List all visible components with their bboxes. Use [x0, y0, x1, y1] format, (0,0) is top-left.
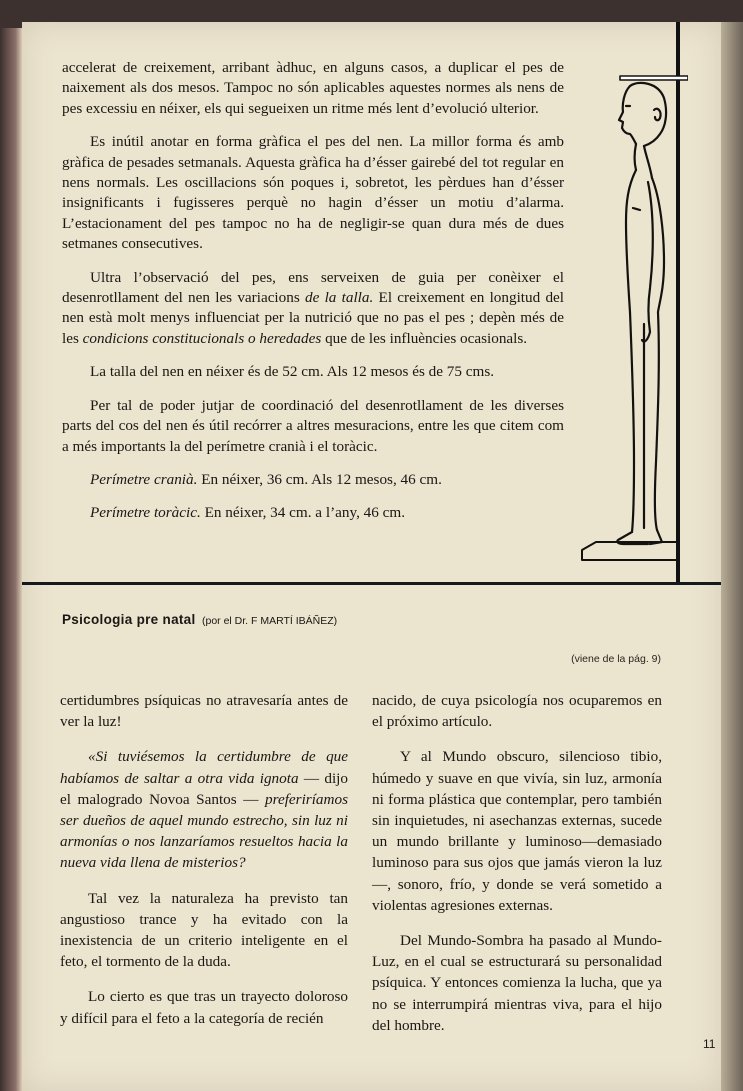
- paragraph-l2: [60, 746, 348, 873]
- child-height-figure-illustration: [578, 62, 688, 562]
- section-title: Psicologia pre natal: [62, 612, 196, 627]
- paragraph-p6: [62, 470, 564, 490]
- text-run: Per tal de poder jutjar de coordinació del desenrotllament de les diverses parts del cos del nen és útil recórrer a altres mesuracions, entre les que citem com a més importants la del perímetre cranià i el toràcic.: [62, 396, 564, 455]
- text-run: «Si tuviésemos la certidumbre de que habíamos de saltar a otra vida ignota: [60, 748, 348, 787]
- text-run: Perímetre cranià.: [90, 470, 198, 488]
- left-column-text: [60, 690, 348, 1043]
- paragraph-l4: [60, 986, 348, 1028]
- text-run: preferiríamos ser dueños de aquel mundo estrecho, sin luz ni armonías o nos lanzaríamos resueltos hacia la nueva vida llena de misterios?: [60, 790, 348, 872]
- book-binding-left: [0, 28, 22, 1091]
- text-run: El creixement en longitud del nen està molt menys influenciat per la nutrició que no pas el pes ; depèn més de les: [62, 289, 565, 347]
- continued-from-note: (viene de la pág. 9): [571, 653, 661, 665]
- text-run: accelerat de creixement, arribant àdhuc, en alguns casos, a duplicar el pes de naixement als dos mesos. Tampoc no són aplicables aquestes normes als nens de pes excessiu en néixer, els qui segueixen un ritme més lent d’evolució ulterior.: [62, 59, 564, 117]
- text-run: que de les influències ocasionals.: [321, 329, 528, 347]
- text-run: Tal vez la naturaleza ha previsto tan angustioso trance y ha evitado con la inexistencia de un criterio inteligente en el feto, el tormento de la duda.: [60, 889, 348, 971]
- page-edge-shadow: [721, 22, 743, 1091]
- section-author: (por el Dr. F MARTÍ IBÁÑEZ): [202, 615, 338, 627]
- page-number: 11: [703, 1037, 716, 1051]
- text-run: En néixer, 34 cm. a l’any, 46 cm.: [200, 504, 405, 522]
- text-run: de la talla.: [305, 289, 374, 307]
- text-run: Lo cierto es que tras un trayecto doloroso y difícil para el feto a la categoría de recién: [60, 988, 348, 1027]
- text-run: La talla del nen en néixer és de 52 cm. Als 12 mesos és de 75 cms.: [90, 363, 495, 381]
- paragraph-p7: [62, 503, 564, 523]
- text-run: nacido, de cuya psicología nos ocuparemos en el próximo artículo.: [372, 692, 662, 731]
- paragraph-r2: [372, 746, 662, 916]
- top-article-text: [62, 58, 564, 537]
- paragraph-p1: [62, 58, 564, 119]
- text-run: Y al Mundo obscuro, silencioso tibio, húmedo y suave en que vivía, sin luz, armonía ni forma plástica que contemplar, pero también sin inquietudes, ni asechanzas externas, sucede un mundo brillante y luminoso—demasiado luminoso para sus ojos que jamás vieron la luz—, sonoro, frío, y donde se verá sometido a violentas agresiones externas.: [372, 748, 662, 914]
- text-run: — dijo el malogrado Novoa Santos —: [60, 769, 348, 808]
- text-run: Del Mundo-Sombra ha pasado al Mundo-Luz, en el cual se estructurará su personalidad psíquica. Y entonces comienza la lucha, que ya no se interrumpirá mientras viva, para el hijo del hombre.: [372, 932, 662, 1034]
- paragraph-r3: [372, 930, 662, 1036]
- paragraph-l1: [60, 690, 348, 732]
- text-run: Es inútil anotar en forma gràfica el pes del nen. La millor forma és amb gràfica de pesades setmanals. Aquesta gràfica ha d’ésser gairebé del tot regular en nens normals. Les oscillacions són poques i, sobretot, les pèrdues han d’ésser insignificants i fugisseres perquè no hagin d’ésser un motiu d’alarma. L’estacionament del pes tampoc no ha de negligir-se quan dura més de dues setmanes consecutives.: [62, 133, 564, 253]
- text-run: En néixer, 36 cm. Als 12 mesos, 46 cm.: [197, 470, 442, 488]
- paragraph-r1: [372, 690, 662, 732]
- paragraph-p5: [62, 396, 564, 457]
- paragraph-p3: [62, 268, 564, 350]
- paragraph-l3: [60, 888, 348, 973]
- text-run: Ultra l’observació del pes, ens serveixen de guia per conèixer el desenrotllament del nen les variacions: [62, 268, 564, 307]
- text-run: certidumbres psíquicas no atravesaría antes de ver la luz!: [60, 692, 348, 731]
- right-column-text: [372, 690, 662, 1050]
- text-run: condicions constitucionals o heredades: [82, 329, 322, 347]
- paragraph-p2: [62, 132, 564, 254]
- section-divider-rule: [22, 582, 721, 585]
- section-heading: [62, 611, 337, 629]
- text-run: Perímetre toràcic.: [90, 504, 201, 522]
- paragraph-p4: [62, 362, 564, 382]
